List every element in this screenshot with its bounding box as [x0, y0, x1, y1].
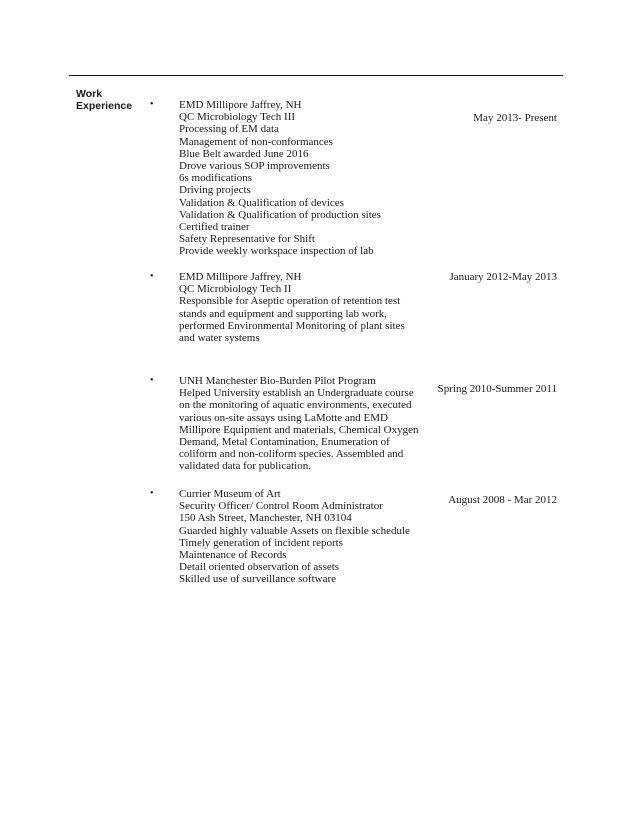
section-heading: [76, 88, 146, 112]
job-duty: Safety Representative for Shift: [179, 233, 315, 246]
job-duty: Validation & Qualification of production sites: [179, 208, 381, 221]
job-duty: Demand, Metal Contamination, Enumeration of: [179, 436, 390, 449]
job-duty: Provide weekly workspace inspection of lab: [179, 245, 374, 258]
bullet-icon: •: [150, 375, 154, 386]
job-duty: coliform and non-coliform species. Assembled and: [179, 448, 404, 461]
job-duty: Management of non-conformances: [179, 135, 333, 148]
job-employer: Currier Museum of Art: [179, 488, 281, 500]
job-address: 150 Ash Street, Manchester, NH 03104: [179, 512, 352, 525]
job-duty: validated data for publication.: [179, 460, 311, 473]
job-date-range: August 2008 - Mar 2012: [448, 494, 557, 506]
bullet-icon: •: [150, 488, 154, 499]
job-duty: Timely generation of incident reports: [179, 536, 343, 549]
job-title: Security Officer/ Control Room Administrator: [179, 500, 383, 513]
job-duty: Skilled use of surveillance software: [179, 573, 337, 586]
job-duty: Responsible for Aseptic operation of retention test: [179, 295, 401, 308]
job-details: [179, 488, 417, 586]
job-details: [179, 271, 417, 344]
job-duty: Guarded highly valuable Assets on flexible schedule: [179, 524, 410, 537]
job-employer: EMD Millipore Jaffrey, NH: [179, 271, 302, 283]
job-date-range: Spring 2010-Summer 2011: [437, 383, 557, 395]
section-heading-line-2: Experience: [76, 100, 133, 112]
job-duty: Detail oriented observation of assets: [179, 561, 340, 574]
job-employer: UNH Manchester Bio-Burden Pilot Program: [179, 375, 376, 387]
job-title: QC Microbiology Tech III: [179, 111, 296, 124]
job-duty: on the monitoring of aquatic environments, executed: [179, 399, 412, 412]
job-duty: stands and equipment and supporting lab work,: [179, 307, 388, 320]
job-title: QC Microbiology Tech II: [179, 283, 292, 296]
job-date-range: May 2013- Present: [473, 112, 557, 124]
job-duty: Millipore Equipment and materials, Chemical Oxygen: [179, 423, 419, 436]
job-details: [179, 99, 417, 258]
job-details: [179, 375, 417, 473]
job-duty: performed Environmental Monitoring of plant sites: [179, 319, 405, 332]
bullet-icon: •: [150, 99, 154, 110]
job-duty: various on-site assays using LaMotte and EMD: [179, 411, 388, 424]
job-date-range: January 2012-May 2013: [449, 271, 557, 283]
job-duty: Driving projects: [179, 184, 251, 197]
job-duty: Blue Belt awarded June 2016: [179, 147, 309, 160]
job-duty: Processing of EM data: [179, 123, 279, 136]
section-heading-line-1: Work: [76, 88, 103, 100]
job-duty: Validation & Qualification of devices: [179, 196, 344, 209]
job-duty: Certified trainer: [179, 221, 250, 234]
bullet-icon: •: [150, 271, 154, 282]
job-duty: Helped University establish an Undergraduate course: [179, 387, 414, 400]
section-divider: [69, 75, 563, 76]
job-duty: Drove various SOP improvements: [179, 160, 330, 173]
job-employer: EMD Millipore Jaffrey, NH: [179, 99, 302, 111]
job-duty: 6s modifications: [179, 172, 253, 185]
job-duty: and water systems: [179, 332, 260, 345]
job-duty: Maintenance of Records: [179, 549, 287, 562]
